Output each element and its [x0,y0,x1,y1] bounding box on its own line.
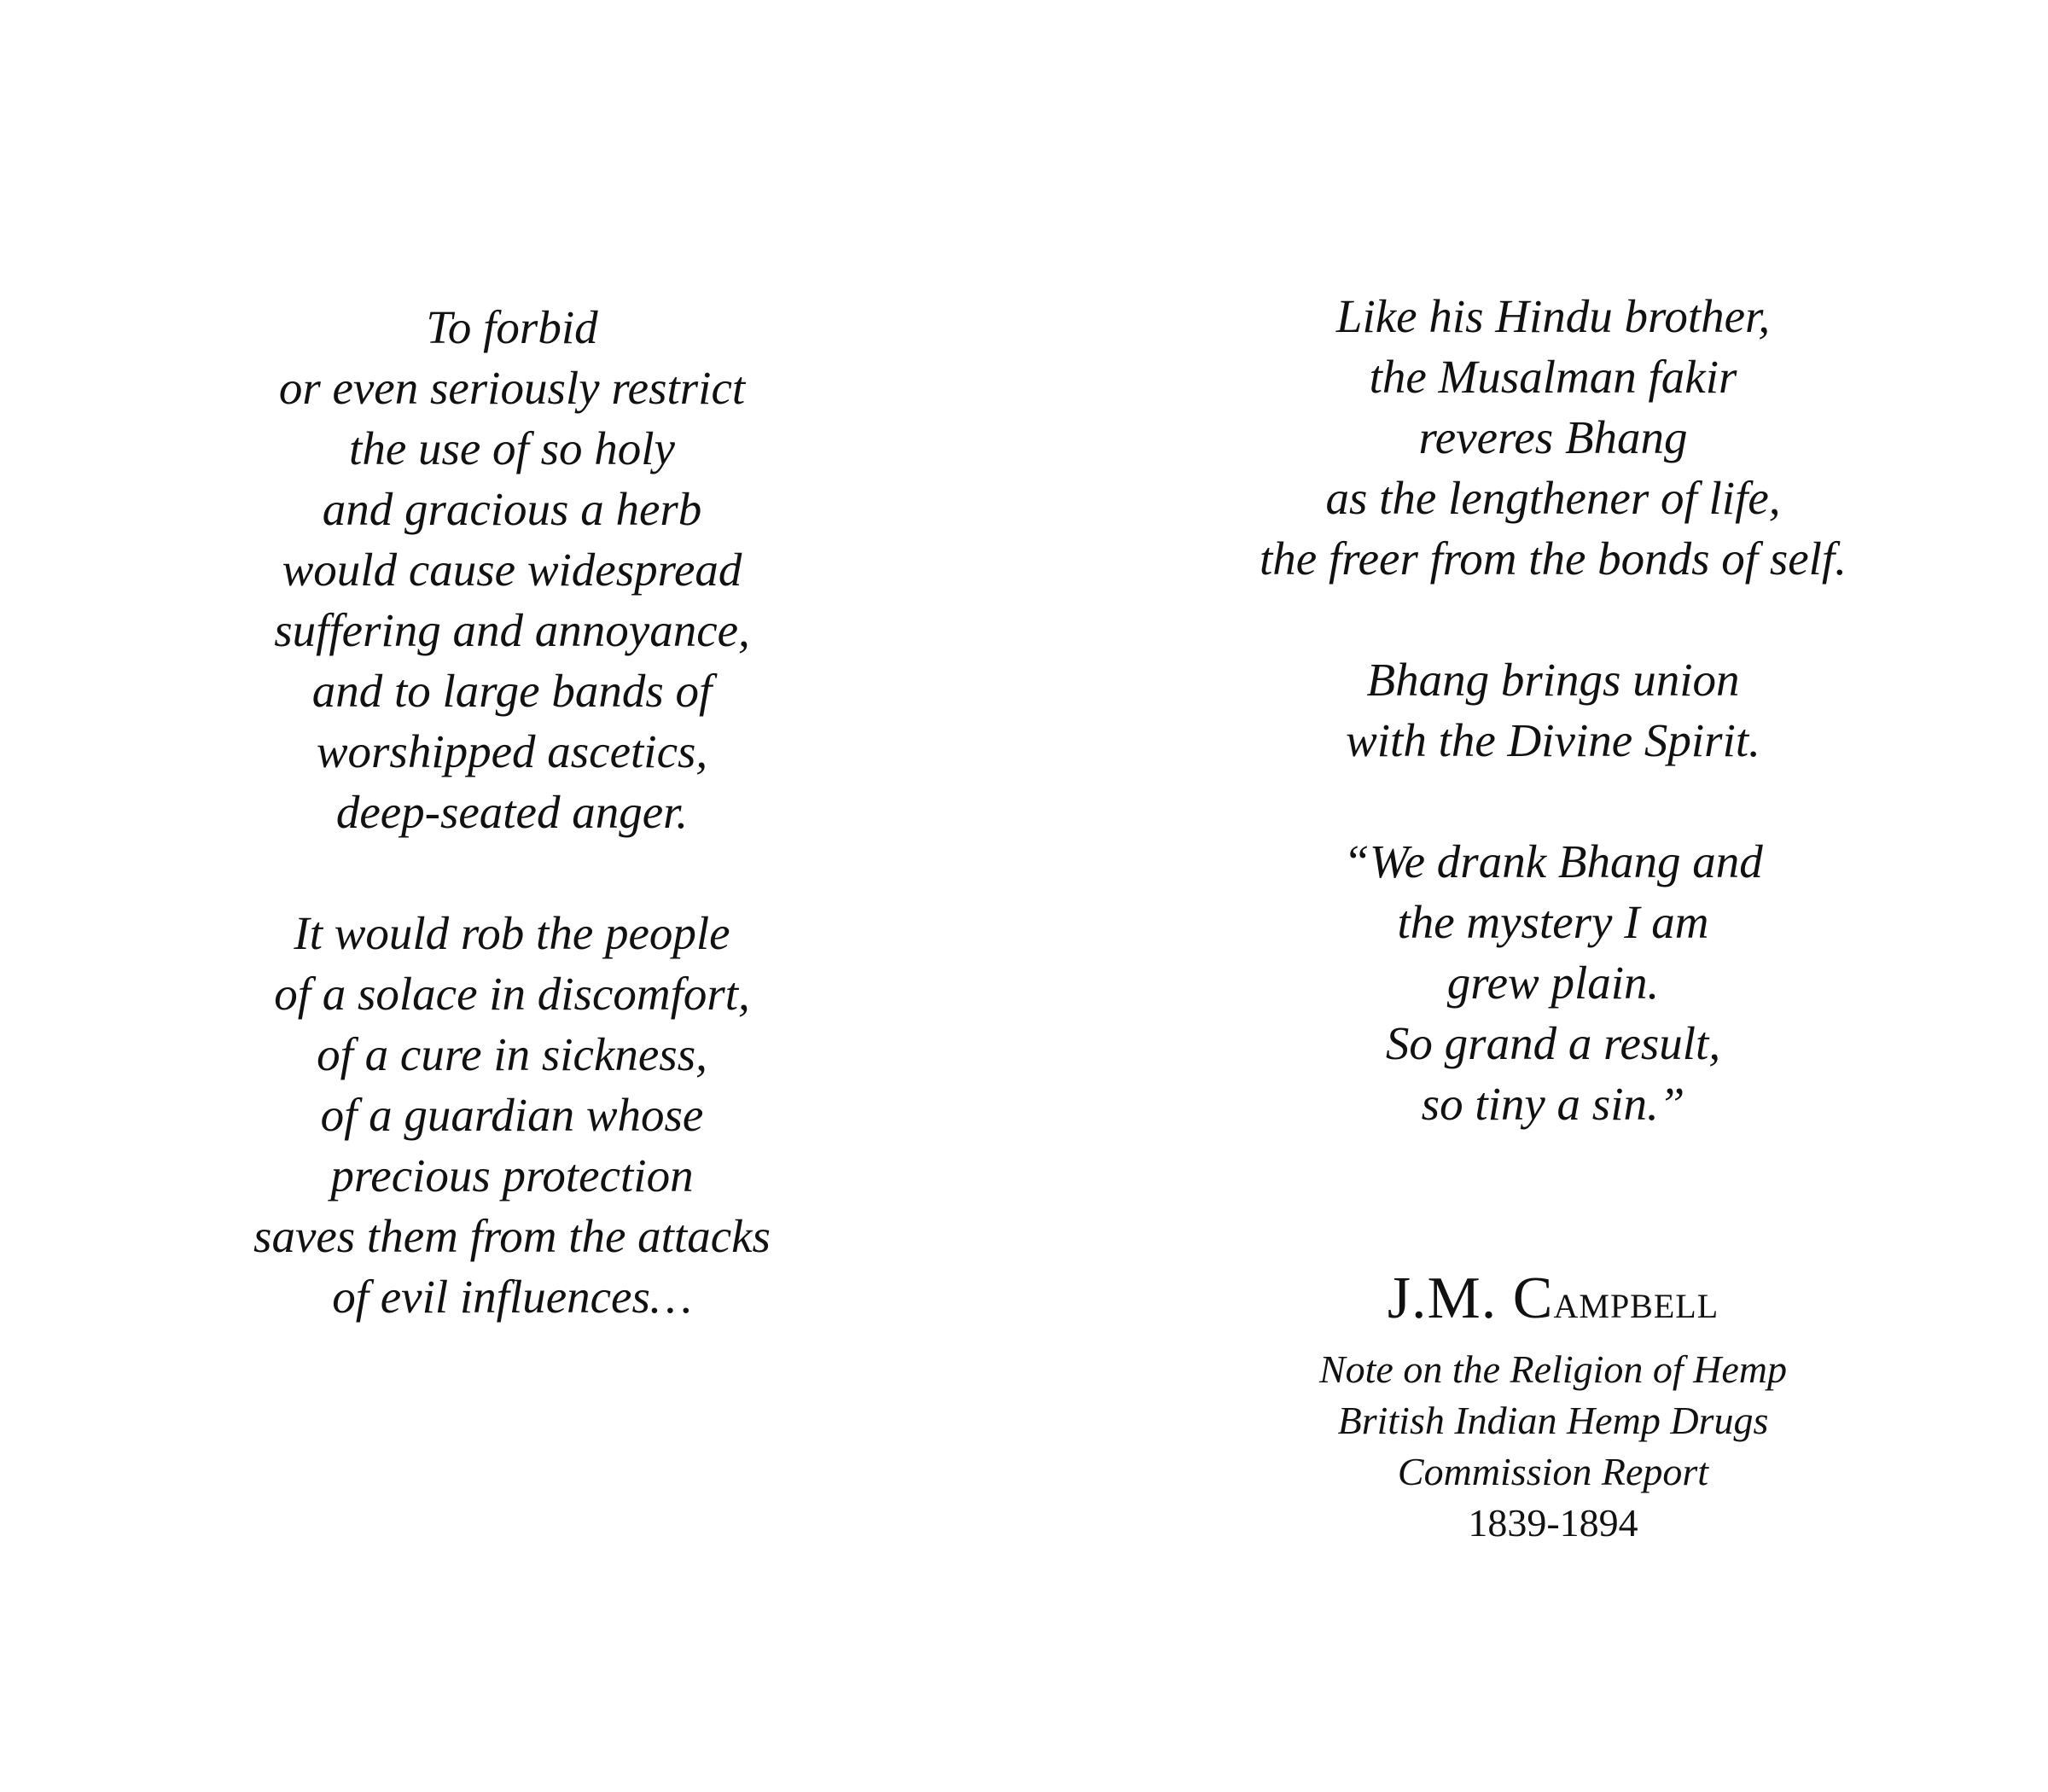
poem-line: worshipped ascetics, [316,725,708,777]
author-name [1178,1265,1929,1341]
poem-line: of evil influences… [332,1271,692,1323]
poem-line: the freer from the bonds of self. [1260,532,1847,585]
source-publication: British Indian Hemp Drugs [1337,1399,1769,1442]
source-title: Note on the Religion of Hemp [1318,1347,1788,1391]
right-stanza-2 [1178,649,1929,771]
poem-line: the Musalman fakir [1369,351,1737,403]
poem-line: Bhang brings union [1366,654,1740,706]
poem-line: grew plain. [1446,957,1660,1009]
attribution-block [1178,1265,1929,1549]
poem-line: So grand a result, [1385,1017,1721,1069]
poem-line: To forbid [426,301,598,353]
left-stanza-2 [154,903,870,1327]
poem-line: or even seriously restrict [278,362,746,414]
poem-line: “We drank Bhang and [1343,835,1763,887]
poem-line: the use of so holy [349,422,675,474]
author-initials: J.M. C [1387,1265,1554,1331]
poem-line: deep-seated anger. [335,786,689,838]
left-poem-column [154,297,870,1327]
poem-line: as the lengthener of life, [1325,472,1781,524]
poem-line: precious protection [330,1149,694,1201]
poem-line: saves them from the attacks [253,1210,771,1262]
poem-line: so tiny a sin.” [1421,1078,1685,1130]
poem-line: would cause widespread [282,544,742,596]
poem-line: of a guardian whose [320,1089,704,1141]
poem-line: suffering and annoyance, [274,604,750,656]
right-stanza-1 [1178,286,1929,589]
poem-line: and to large bands of [311,665,713,717]
poem-line: reveres Bhang [1418,411,1688,463]
author-surname-smallcaps: AMPBELL [1553,1287,1719,1325]
poem-line: Like his Hindu brother, [1335,290,1771,342]
right-poem-column [1178,286,1929,1134]
poem-line: the mystery I am [1397,896,1709,948]
poem-line: of a cure in sickness, [317,1028,707,1080]
source-report: Commission Report [1397,1450,1709,1493]
source-years: 1839-1894 [1468,1501,1638,1545]
poem-line: with the Divine Spirit. [1346,714,1760,766]
poem-line: and gracious a herb [322,483,702,535]
poem-line: of a solace in discomfort, [274,968,750,1020]
right-stanza-3 [1178,831,1929,1134]
poem-line: It would rob the people [294,907,730,959]
left-stanza-1 [154,297,870,842]
